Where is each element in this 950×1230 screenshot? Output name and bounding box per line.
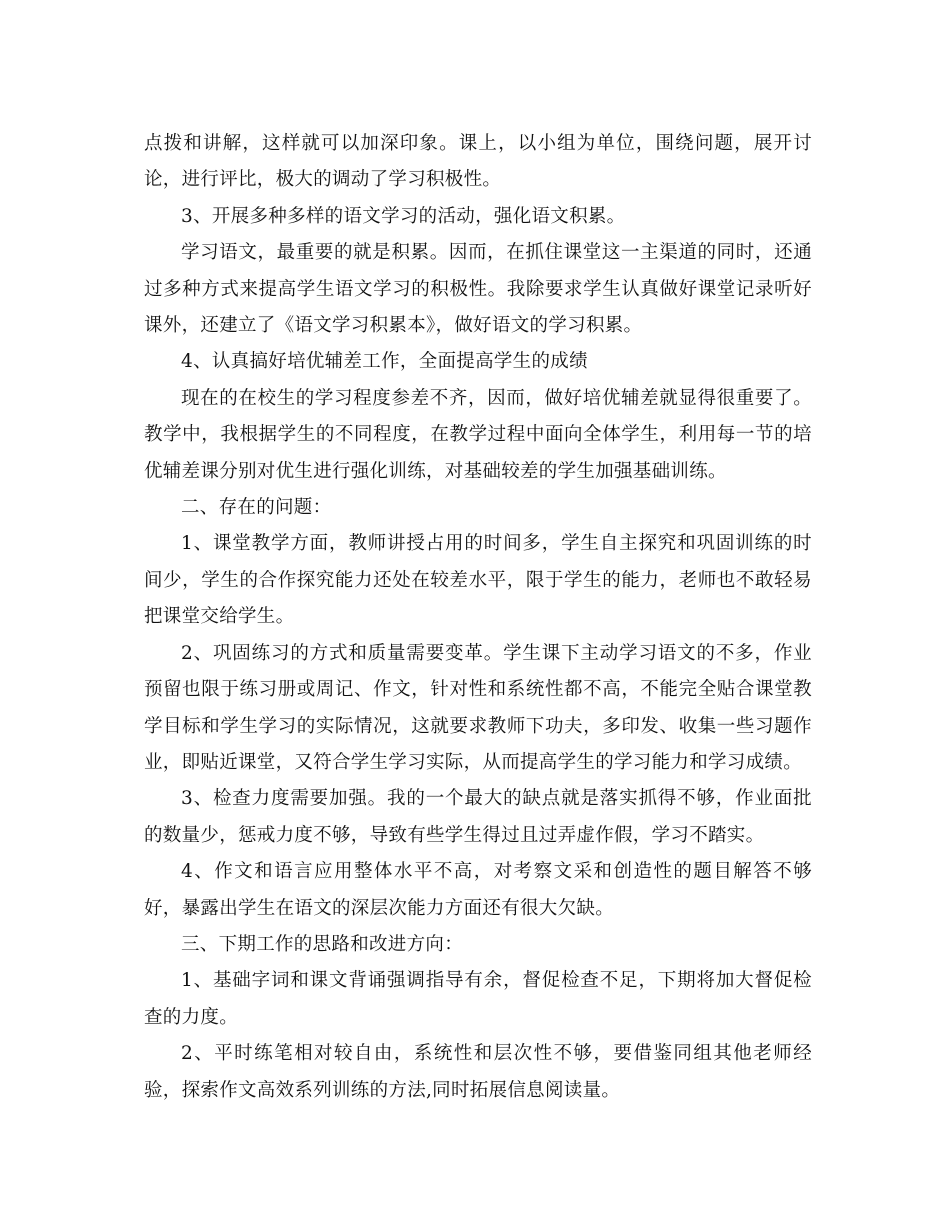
paragraph-problem-1: 1、课堂教学方面，教师讲授占用的时间多，学生自主探究和巩固训练的时间少，学生的合作探究能力还处在较差水平，限于学生的能力，老师也不敢轻易把课堂交给学生。 [144,533,812,628]
paragraph-tutoring: 现在的在校生的学习程度参差不齐，因而，做好培优辅差就显得很重要了。教学中，我根据学生的不同程度，在教学过程中面向全体学生，利用每一节的培优辅差课分别对优生进行强化训练，对基础较差的学生加强基础训练。 [144,387,812,482]
paragraph-intro-continuation: 点拨和讲解，这样就可以加深印象。课上，以小组为单位，围绕问题，展开讨论，进行评比，极大的调动了学习积极性。 [144,133,812,191]
paragraph-plan-1: 1、基础字词和课文背诵强调指导有余，督促检查不足，下期将加大督促检查的力度。 [144,970,812,1028]
paragraph-heading-activities: 3、开展多种多样的语文学习的活动，强化语文积累。 [181,205,626,227]
paragraph-heading-tutoring: 4、认真搞好培优辅差工作，全面提高学生的成绩 [181,351,588,373]
paragraph-plan-2: 2、平时练笔相对较自由，系统性和层次性不够，要借鉴同组其他老师经验，探索作文高效系列训练的方法,同时拓展信息阅读量。 [144,1043,812,1101]
section-heading-problems: 二、存在的问题： [181,497,332,519]
paragraph-problem-2: 2、巩固练习的方式和质量需要变革。学生课下主动学习语文的不多，作业预留也限于练习册或周记、作文，针对性和系统性都不高，不能完全贴合课堂教学目标和学生学习的实际情况，这就要求教师下功夫，多印发、收集一些习题作业，即贴近课堂，又符合学生学习实际，从而提高学生的学习能力和学习成绩。 [144,642,812,773]
paragraph-accumulation: 学习语文，最重要的就是积累。因而，在抓住课堂这一主渠道的同时，还通过多种方式来提高学生语文学习的积极性。我除要求学生认真做好课堂记录听好课外，还建立了《语文学习积累本》，做好语文的学习积累。 [144,242,812,337]
paragraph-problem-4: 4、作文和语言应用整体水平不高，对考察文采和创造性的题目解答不够好，暴露出学生在语文的深层次能力方面还有很大欠缺。 [144,861,812,919]
paragraph-problem-3: 3、检查力度需要加强。我的一个最大的缺点就是落实抓得不够，作业面批的数量少，惩戒力度不够，导致有些学生得过且过弄虚作假，学习不踏实。 [144,788,812,846]
document-body [144,126,812,1109]
section-heading-next-term: 三、下期工作的思路和改进方向： [181,933,464,955]
